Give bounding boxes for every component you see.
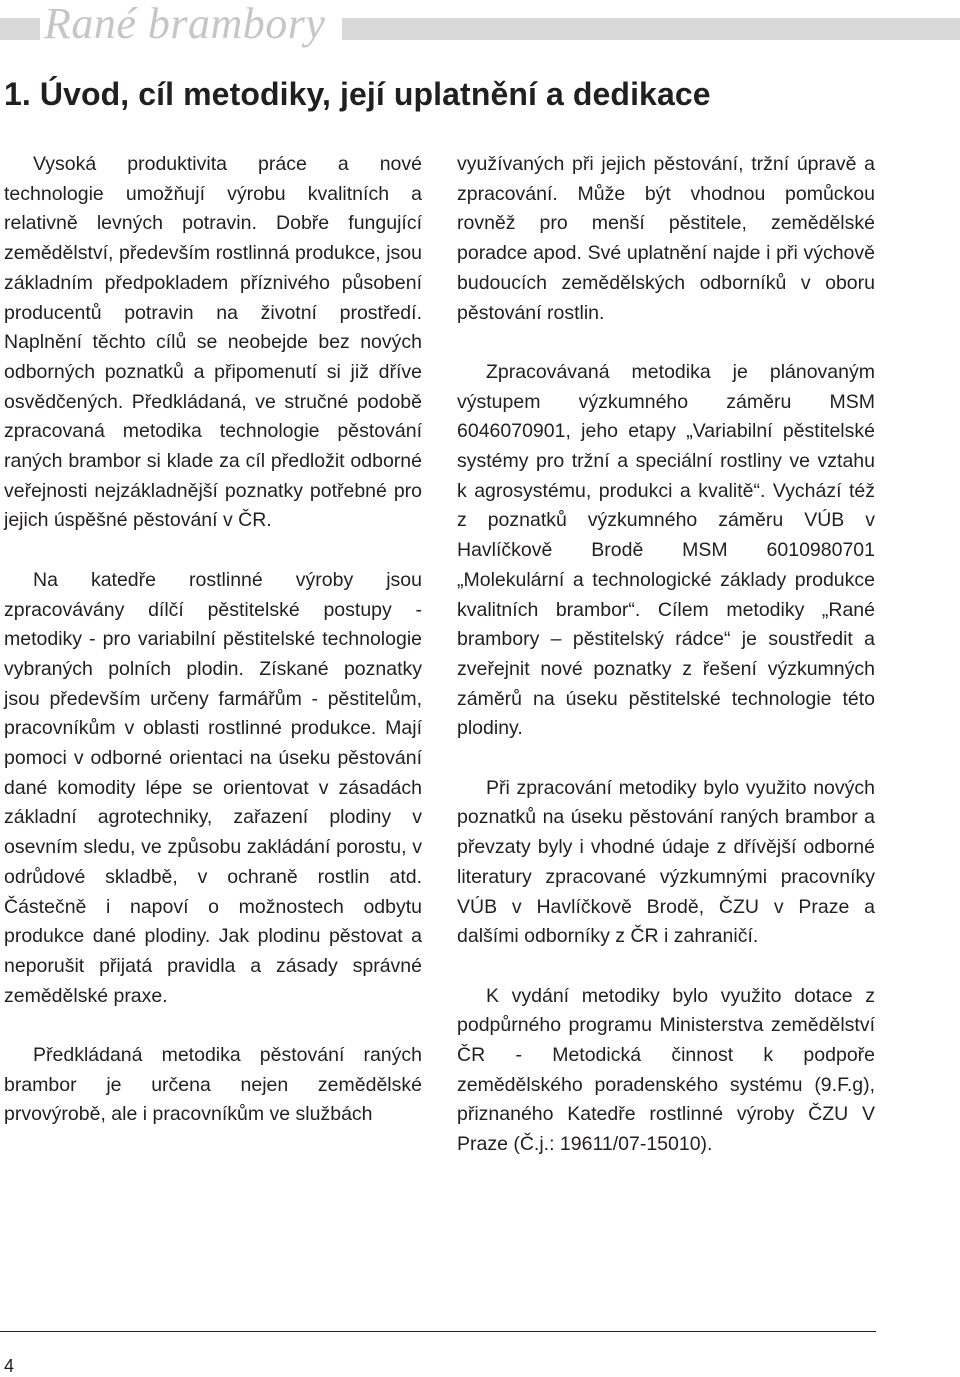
header-bar-right (342, 18, 960, 40)
header-bar-left (0, 18, 40, 40)
right-column (457, 150, 875, 1190)
running-header (0, 0, 960, 48)
paragraph: K vydání metodiky bylo využito dotace z podpůrného programu Ministerstva zemědělství ČR - Metodická činnost k podpoře zemědělského poradenského systému (9.F.g), přiznaného Katedře rostlinné výroby ČZU V Praze (Č.j.: 19611/07-15010). (457, 984, 875, 1156)
paragraph: Na katedře rostlinné výroby jsou zpracovávány dílčí pěstitelské postupy - metodiky - pro variabilní pěstitelské technologie vybraných polních plodin. Získané poznatky jsou především určeny farmářům - pěstitelům, pracovníkům v oblasti rostlinné produkce. Mají pomoci v odborné orientaci na úseku pěstování dané komodity lépe se orientovat v zásadách základní agrotechniky, zařazení plodiny v osevním sledu, ve způsobu zakládání porostu, v odrůdové skladbě, v ochraně rostlin atd. Částečně i napoví o možnostech odbytu produkce dané plodiny. Jak plodinu pěstovat a neporušit přijatá pravidla a zásady správné zemědělské praxe. (4, 568, 422, 1007)
header-logo: Rané brambory (44, 0, 326, 48)
footer-rule (0, 1331, 876, 1332)
left-column (4, 150, 422, 1160)
paragraph-continued: využívaných při jejich pěstování, tržní úpravě a zpracování. Může být vhodnou pomůckou rovněž pro menší pěstitele, zemědělské poradce apod. Své uplatnění najde i při výchově budoucích zemědělských odborníků v oboru pěstování rostlin. (457, 153, 875, 324)
page-number: 4 (4, 1356, 15, 1376)
chapter-title: 1. Úvod, cíl metodiky, její uplatnění a dedikace (4, 76, 711, 112)
paragraph: Při zpracování metodiky bylo využito nových poznatků na úseku pěstování raných brambor a převzaty byly i vhodné údaje z dřívější odborné literatury zpracované výzkumnými pracovníky VÚB v Havlíčkově Brodě, ČZU v Praze a dalšími odborníky z ČR i zahraničí. (457, 776, 875, 948)
paragraph: Předkládaná metodika pěstování raných brambor je určena nejen zemědělské prvovýrobě, ale i pracovníkům ve službách (4, 1044, 422, 1126)
paragraph: Vysoká produktivita práce a nové technologie umožňují výrobu kvalitních a relativně levných potravin. Dobře fungující zemědělství, především rostlinná produkce, jsou základním předpokladem příznivého působení producentů potravin na životní prostředí. Naplnění těchto cílů se neobejde bez nových odborných poznatků a připomenutí si již dříve osvědčených. Předkládaná, ve stručné podobě zpracovaná metodika technologie pěstování raných brambor si klade za cíl předložit odborné veřejnosti nejzákladnější poznatky potřebné pro jejich úspěšné pěstování v ČR. (4, 153, 422, 532)
paragraph: Zpracovávaná metodika je plánovaným výstupem výzkumného záměru MSM 6046070901, jeho etapy „Variabilní pěstitelské systémy pro tržní a speciální rostliny ve vztahu k agrosystému, produkci a kvalitě“. Vychází též z poznatků výzkumného záměru VÚB v Havlíčkově Brodě MSM 6010980701 „Molekulární a technologické základy produkce kvalitních brambor“. Cílem metodiky „Rané brambory – pěstitelský rádce“ je soustředit a zveřejnit nové poznatky z řešení výzkumných záměrů na úseku pěstitelské technologie této plodiny. (457, 360, 875, 740)
